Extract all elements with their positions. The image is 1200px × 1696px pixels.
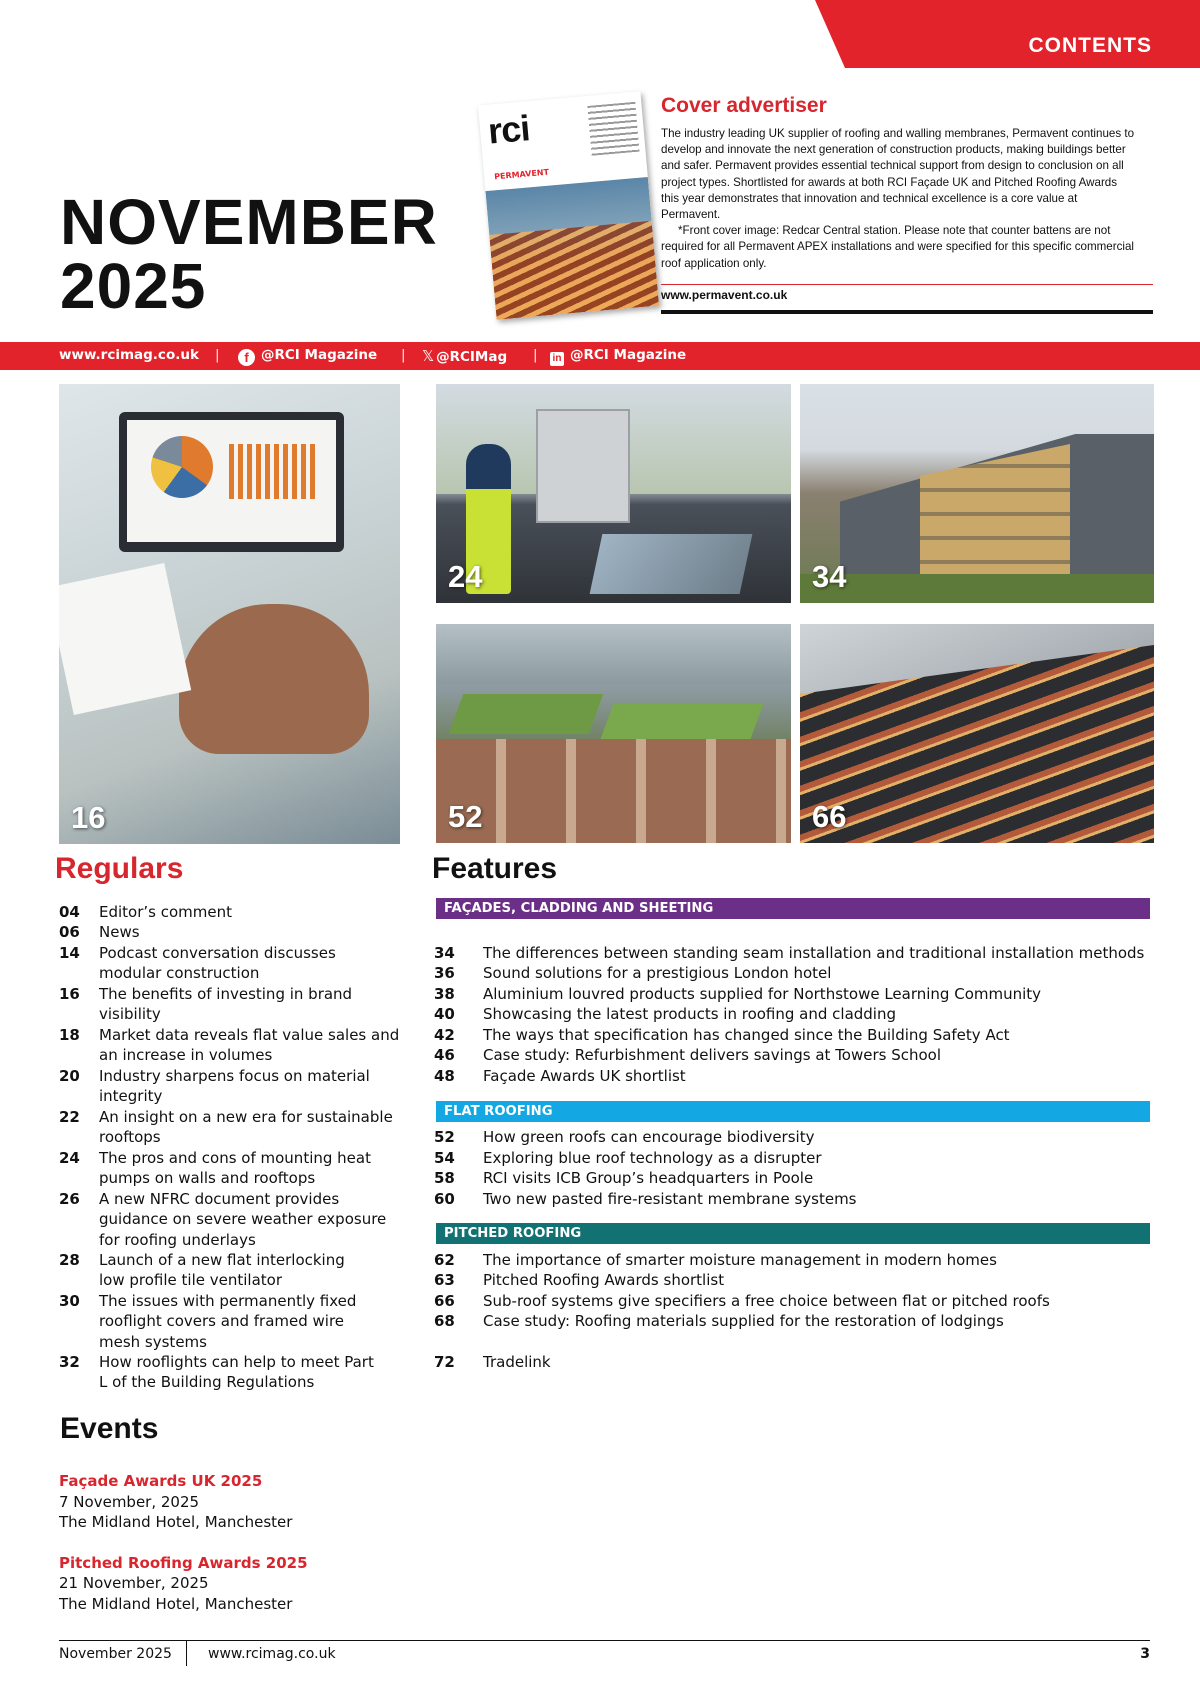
- heat-pump-unit-shape: [536, 409, 630, 523]
- page-number: 34: [434, 944, 455, 962]
- item-title: RCI visits ICB Group’s headquarters in Poole: [483, 1169, 814, 1187]
- photo-page-number: 52: [448, 799, 483, 834]
- page-number: 66: [434, 1292, 455, 1310]
- cover-advertiser-heading: Cover advertiser: [661, 94, 827, 117]
- event-venue: The Midland Hotel, Manchester: [59, 1595, 293, 1613]
- photo-page-number: 34: [812, 559, 847, 594]
- page-number: 40: [434, 1005, 455, 1023]
- page-number: 38: [434, 985, 455, 1003]
- event-name[interactable]: Façade Awards UK 2025: [59, 1472, 263, 1490]
- category-bar-flat-roofing: FLAT ROOFING: [436, 1101, 1150, 1122]
- page-number: 04: [59, 903, 80, 921]
- cover-advertiser-body: [661, 126, 1136, 272]
- linkedin-link[interactable]: [550, 347, 686, 366]
- item-title: How rooflights can help to meet Part L of the Building Regulations: [99, 1353, 374, 1392]
- item-title: An insight on a new era for sustainable rooftops: [99, 1108, 393, 1147]
- paper-shape: [59, 563, 191, 715]
- event-date: 21 November, 2025: [59, 1574, 209, 1592]
- bar-chart-shape: [229, 444, 319, 499]
- pie-chart-shape: [151, 436, 213, 498]
- item-title: The ways that specification has changed since the Building Safety Act: [483, 1026, 1010, 1044]
- item-title: The importance of smarter moisture management in modern homes: [483, 1251, 997, 1269]
- page-number: 60: [434, 1190, 455, 1208]
- photo-page-24[interactable]: [436, 384, 791, 603]
- photo-page-66[interactable]: [800, 624, 1154, 843]
- separator: |: [401, 347, 406, 363]
- item-title: Market data reveals flat value sales and an increase in volumes: [99, 1026, 400, 1065]
- item-title: News: [99, 923, 140, 941]
- photo-page-34[interactable]: [800, 384, 1154, 603]
- facebook-link[interactable]: [238, 347, 377, 366]
- facebook-handle: @RCI Magazine: [261, 347, 378, 363]
- photo-page-number: 66: [812, 799, 847, 834]
- item-title: Two new pasted fire-resistant membrane systems: [483, 1190, 857, 1208]
- page-number: 22: [59, 1108, 80, 1126]
- page-number: 62: [434, 1251, 455, 1269]
- divider: [661, 310, 1153, 314]
- brick-walls-shape: [436, 739, 791, 843]
- category-bar-facades: FAÇADES, CLADDING AND SHEETING: [436, 898, 1150, 919]
- x-icon: 𝕏: [422, 347, 435, 365]
- trees-shape: [800, 574, 1154, 603]
- features-heading: Features: [432, 852, 558, 885]
- page-number: 24: [59, 1149, 80, 1167]
- cover-advertiser-paragraph: The industry leading UK supplier of roofing and walling membranes, Permavent continues to develop and innovate the next generation of construction products, making buildings better and safer. Permavent provides essential technical support from design to conclusion on all project types. Shortlisted for awards at both RCI Façade UK and Pitched Roofing Awards this year demonstrates that innovation and technical excellence is a core value at Permavent.: [661, 127, 1135, 222]
- item-title: A new NFRC document provides guidance on severe weather exposure for roofing underlays: [99, 1190, 387, 1249]
- item-title: Podcast conversation discusses modular construction: [99, 944, 336, 983]
- advertiser-link[interactable]: www.permavent.co.uk: [661, 288, 788, 302]
- website-link[interactable]: www.rcimag.co.uk: [59, 347, 199, 363]
- photo-page-52[interactable]: [436, 624, 791, 843]
- item-title: Sound solutions for a prestigious London hotel: [483, 964, 832, 982]
- cover-logo: rci: [486, 107, 531, 152]
- cityscape-shape: [436, 624, 791, 684]
- green-roof-shape: [449, 694, 604, 734]
- footer-separator: [186, 1641, 187, 1666]
- event-name[interactable]: Pitched Roofing Awards 2025: [59, 1554, 308, 1572]
- page-number: 14: [59, 944, 80, 962]
- page-number: 48: [434, 1067, 455, 1085]
- cover-brand: PERMAVENT: [493, 167, 550, 182]
- page-number: 3: [1140, 1646, 1150, 1662]
- x-link[interactable]: [422, 347, 507, 365]
- linkedin-handle: @RCI Magazine: [570, 347, 687, 363]
- page-number: 26: [59, 1190, 80, 1208]
- item-title: Editor’s comment: [99, 903, 233, 921]
- item-title: Tradelink: [483, 1353, 551, 1371]
- separator: |: [215, 347, 220, 363]
- page-number: 54: [434, 1149, 455, 1167]
- x-handle: @RCIMag: [436, 349, 508, 365]
- photo-page-16[interactable]: [59, 384, 400, 844]
- sky-shape: [800, 624, 1154, 694]
- facebook-icon: f: [238, 349, 255, 366]
- item-title: The issues with permanently fixed rooflight covers and framed wire mesh systems: [99, 1292, 357, 1351]
- page-number: 58: [434, 1169, 455, 1187]
- footer-divider: [59, 1640, 1150, 1641]
- social-bar: [0, 342, 1200, 370]
- green-roof-shape: [599, 704, 764, 744]
- page-number: 16: [59, 985, 80, 1003]
- photo-page-number: 16: [71, 800, 106, 835]
- regulars-heading: Regulars: [55, 852, 184, 885]
- footer-issue: November 2025: [59, 1646, 172, 1662]
- page-number: 28: [59, 1251, 80, 1269]
- item-title: Exploring blue roof technology as a disrupter: [483, 1149, 822, 1167]
- page-number: 63: [434, 1271, 455, 1289]
- rooflight-shape: [590, 534, 753, 594]
- page-number: 46: [434, 1046, 455, 1064]
- separator: |: [533, 347, 538, 363]
- issue-year: 2025: [60, 250, 207, 322]
- event-date: 7 November, 2025: [59, 1493, 200, 1511]
- page-number: 52: [434, 1128, 455, 1146]
- page-number: 30: [59, 1292, 80, 1310]
- item-title: How green roofs can encourage biodiversity: [483, 1128, 815, 1146]
- linkedin-icon: in: [550, 352, 564, 366]
- item-title: Pitched Roofing Awards shortlist: [483, 1271, 725, 1289]
- item-title: The differences between standing seam installation and traditional installation methods: [483, 944, 1145, 962]
- cover-thumbnail[interactable]: [478, 91, 659, 319]
- divider: [661, 284, 1153, 285]
- events-heading: Events: [60, 1412, 159, 1445]
- photo-page-number: 24: [448, 559, 483, 594]
- item-title: Aluminium louvred products supplied for Northstowe Learning Community: [483, 985, 1042, 1003]
- item-title: Showcasing the latest products in roofing and cladding: [483, 1005, 896, 1023]
- footer-website-link[interactable]: www.rcimag.co.uk: [208, 1646, 336, 1662]
- page-number: 72: [434, 1353, 455, 1371]
- page-number: 36: [434, 964, 455, 982]
- issue-month: NOVEMBER: [60, 186, 438, 258]
- cover-text-lines: [587, 102, 639, 156]
- item-title: Case study: Refurbishment delivers savings at Towers School: [483, 1046, 942, 1064]
- page-number: 18: [59, 1026, 80, 1044]
- event-venue: The Midland Hotel, Manchester: [59, 1513, 293, 1531]
- item-title: The pros and cons of mounting heat pumps on walls and rooftops: [99, 1149, 371, 1188]
- item-title: The benefits of investing in brand visibility: [99, 985, 353, 1024]
- page-number: 68: [434, 1312, 455, 1330]
- cover-image-note: *Front cover image: Redcar Central station. Please note that counter battens are not required for all Permavent APEX installations and were specified for this specific commercial roof application only.: [661, 224, 1134, 270]
- page-number: 32: [59, 1353, 80, 1371]
- section-label: CONTENTS: [1028, 34, 1152, 57]
- item-title: Case study: Roofing materials supplied for the restoration of lodgings: [483, 1312, 1004, 1330]
- page-number: 42: [434, 1026, 455, 1044]
- item-title: Sub-roof systems give specifiers a free choice between flat or pitched roofs: [483, 1292, 1050, 1310]
- page-number: 20: [59, 1067, 80, 1085]
- item-title: Façade Awards UK shortlist: [483, 1067, 686, 1085]
- cover-roof-battens: [489, 221, 659, 320]
- item-title: Industry sharpens focus on material integrity: [99, 1067, 370, 1106]
- category-bar-pitched-roofing: PITCHED ROOFING: [436, 1223, 1150, 1244]
- item-title: Launch of a new flat interlocking low profile tile ventilator: [99, 1251, 345, 1290]
- page-number: 06: [59, 923, 80, 941]
- hands-shape: [179, 604, 369, 754]
